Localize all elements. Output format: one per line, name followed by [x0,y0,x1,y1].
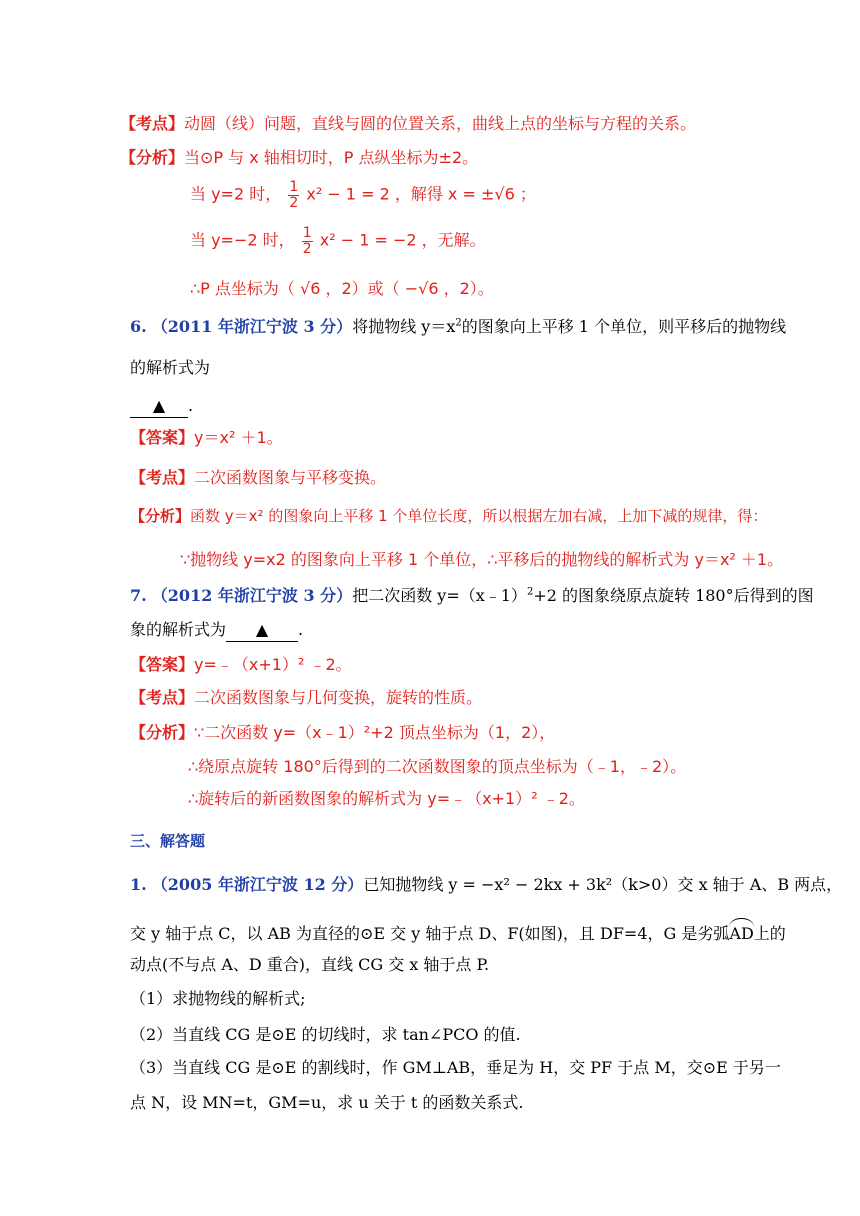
q7-fenxi-line [130,723,555,744]
q6-kaodian-text: 二次函数图象与平移变换。 [194,468,387,487]
p1-sub3 [130,1058,781,1079]
q6-stem-line1 [130,317,786,338]
case2-equation: x² − 1 = −2 ，无解。 [319,230,486,250]
case1-prefix: 当 y=2 时， [190,184,282,204]
case2-line [190,226,486,256]
q7-source: （2012 年浙江宁波 3 分） [151,586,353,605]
q7-answer-line [130,655,352,676]
case2-prefix: 当 y=−2 时， [190,230,295,250]
case2-fraction: $\frac{1}{2}$ [302,225,312,257]
q6-text-a: 将抛物线 y＝x [352,317,456,336]
q6-fenxi-tag: 【分析】 [130,507,191,525]
q7-fenxi-text3: ∴旋转后的新函数图象的解析式为 y=﹣（x+1）² ﹣2。 [188,789,585,808]
kaodian-text: 动圆（线）问题，直线与圆的位置关系，曲线上点的坐标与方程的关系。 [184,114,697,133]
q6-fenxi-line2 [180,550,783,571]
q7-text-a: 把二次函数 y=（x﹣1） [352,586,527,605]
q7-answer-tag: 【答案】 [130,655,195,674]
q6-blank-line: ▲ . [130,396,193,418]
p1-stem-line3 [130,955,489,976]
q7-fenxi-line2 [188,757,686,778]
p1-sub3-text2: 点 N，设 MN=t，GM=u，求 u 关于 t 的函数关系式. [130,1093,524,1112]
p1-number: 1. [130,875,147,894]
q6-text-line2: 的解析式为 [130,358,211,377]
q6-source: （2011 年浙江宁波 3 分） [151,317,353,336]
q7-kaodian-text: 二次函数图象与几何变换，旋转的性质。 [194,688,483,707]
q7-kaodian-tag: 【考点】 [130,688,195,707]
case1-fraction: $\frac{1}{2}$ [289,179,299,211]
p1-sub3-text: （3）当直线 CG 是⊙E 的割线时，作 GM⊥AB，垂足为 H，交 PF 于点 M，交⊙E 于另一 [130,1058,781,1077]
q6-exponent: 2 [455,317,462,329]
p1-stem-line2 [130,920,786,945]
q6-kaodian-tag: 【考点】 [130,468,195,487]
q7-fenxi-tag: 【分析】 [130,723,195,742]
q6-answer-line [130,428,283,449]
kaodian-line-1 [120,114,696,135]
q6-fenxi-text2: ∵抛物线 y=x2 的图象向上平移 1 个单位，∴平移后的抛物线的解析式为 y＝x² ＋1。 [180,550,784,569]
q7-text-line2: 象的解析式为 [130,620,227,639]
p1-stem-line1 [130,875,842,896]
q7-number: 7. [130,586,147,605]
q6-stem-line2 [130,358,210,379]
fenxi-tag: 【分析】 [120,148,185,167]
q6-fenxi-line [130,507,767,527]
p1-line3: 动点(不与点 A、D 重合)，直线 CG 交 x 轴于点 P. [130,955,490,974]
q7-fenxi-text: ∵二次函数 y=（x﹣1）²+2 顶点坐标为（1，2）， [194,723,556,742]
kaodian-tag: 【考点】 [120,114,185,133]
p1-arc-ad: AD [729,920,753,945]
q6-answer-tag: 【答案】 [130,428,195,447]
p1-line2-a: 交 y 轴于点 C，以 AB 为直径的⊙E 交 y 轴于点 D、F(如图)，且 DF=4，G 是劣弧 [130,924,730,943]
q6-text-b: 的图象向上平移 1 个单位，则平移后的抛物线 [461,317,787,336]
section-title: 三、解答题 [130,832,206,850]
q7-stem-line1 [130,586,814,607]
fenxi-line-1 [120,148,478,169]
p1-sub3-line2 [130,1093,523,1114]
conclusion-text: ∴P 点坐标为（ √6 ，2）或（ −√6 ，2）。 [190,279,494,298]
p1-line2-b: 上的 [753,924,786,943]
q6-fenxi-text: 函数 y＝x² 的图象向上平移 1 个单位长度，所以根据左加右减，上加下减的规律，得： [190,507,768,525]
q6-answer-blank: ▲ [130,396,188,418]
p1-sub2 [130,1025,521,1046]
q7-text-b: +2 的图象绕原点旋转 180°后得到的图 [533,586,814,605]
q7-exponent: 2 [526,586,534,598]
p1-text-a: 已知抛物线 y = −x² − 2kx + 3k²（k>0）交 x 轴于 A、B 两点， [363,875,843,894]
q6-number: 6. [130,317,147,336]
p1-sub2-text: （2）当直线 CG 是⊙E 的切线时，求 tan∠PCO 的值. [130,1025,521,1044]
case1-line [190,180,536,210]
p1-sub1-text: （1）求抛物线的解析式; [130,989,306,1008]
conclusion-line [190,279,494,300]
q7-kaodian-line [130,688,482,709]
q6-kaodian-line [130,468,386,489]
q7-answer-blank: ▲ [226,620,298,642]
q7-fenxi-line3 [188,789,585,810]
q7-fenxi-text2: ∴绕原点旋转 180°后得到的二次函数图象的顶点坐标为（﹣1，﹣2）。 [188,757,687,776]
fenxi-text: 当⊙P 与 x 轴相切时，P 点纵坐标为±2。 [184,148,479,167]
q6-answer-text: y＝x² ＋1。 [194,428,283,447]
q7-stem-line2: 象的解析式为 ▲ . [130,620,303,642]
case1-equation: x² − 1 = 2 ，解得 x = ±√6 ； [306,184,536,204]
p1-source: （2005 年浙江宁波 12 分） [151,875,364,894]
q7-answer-text: y=﹣（x+1）² ﹣2。 [194,655,352,674]
p1-sub1 [130,989,306,1010]
